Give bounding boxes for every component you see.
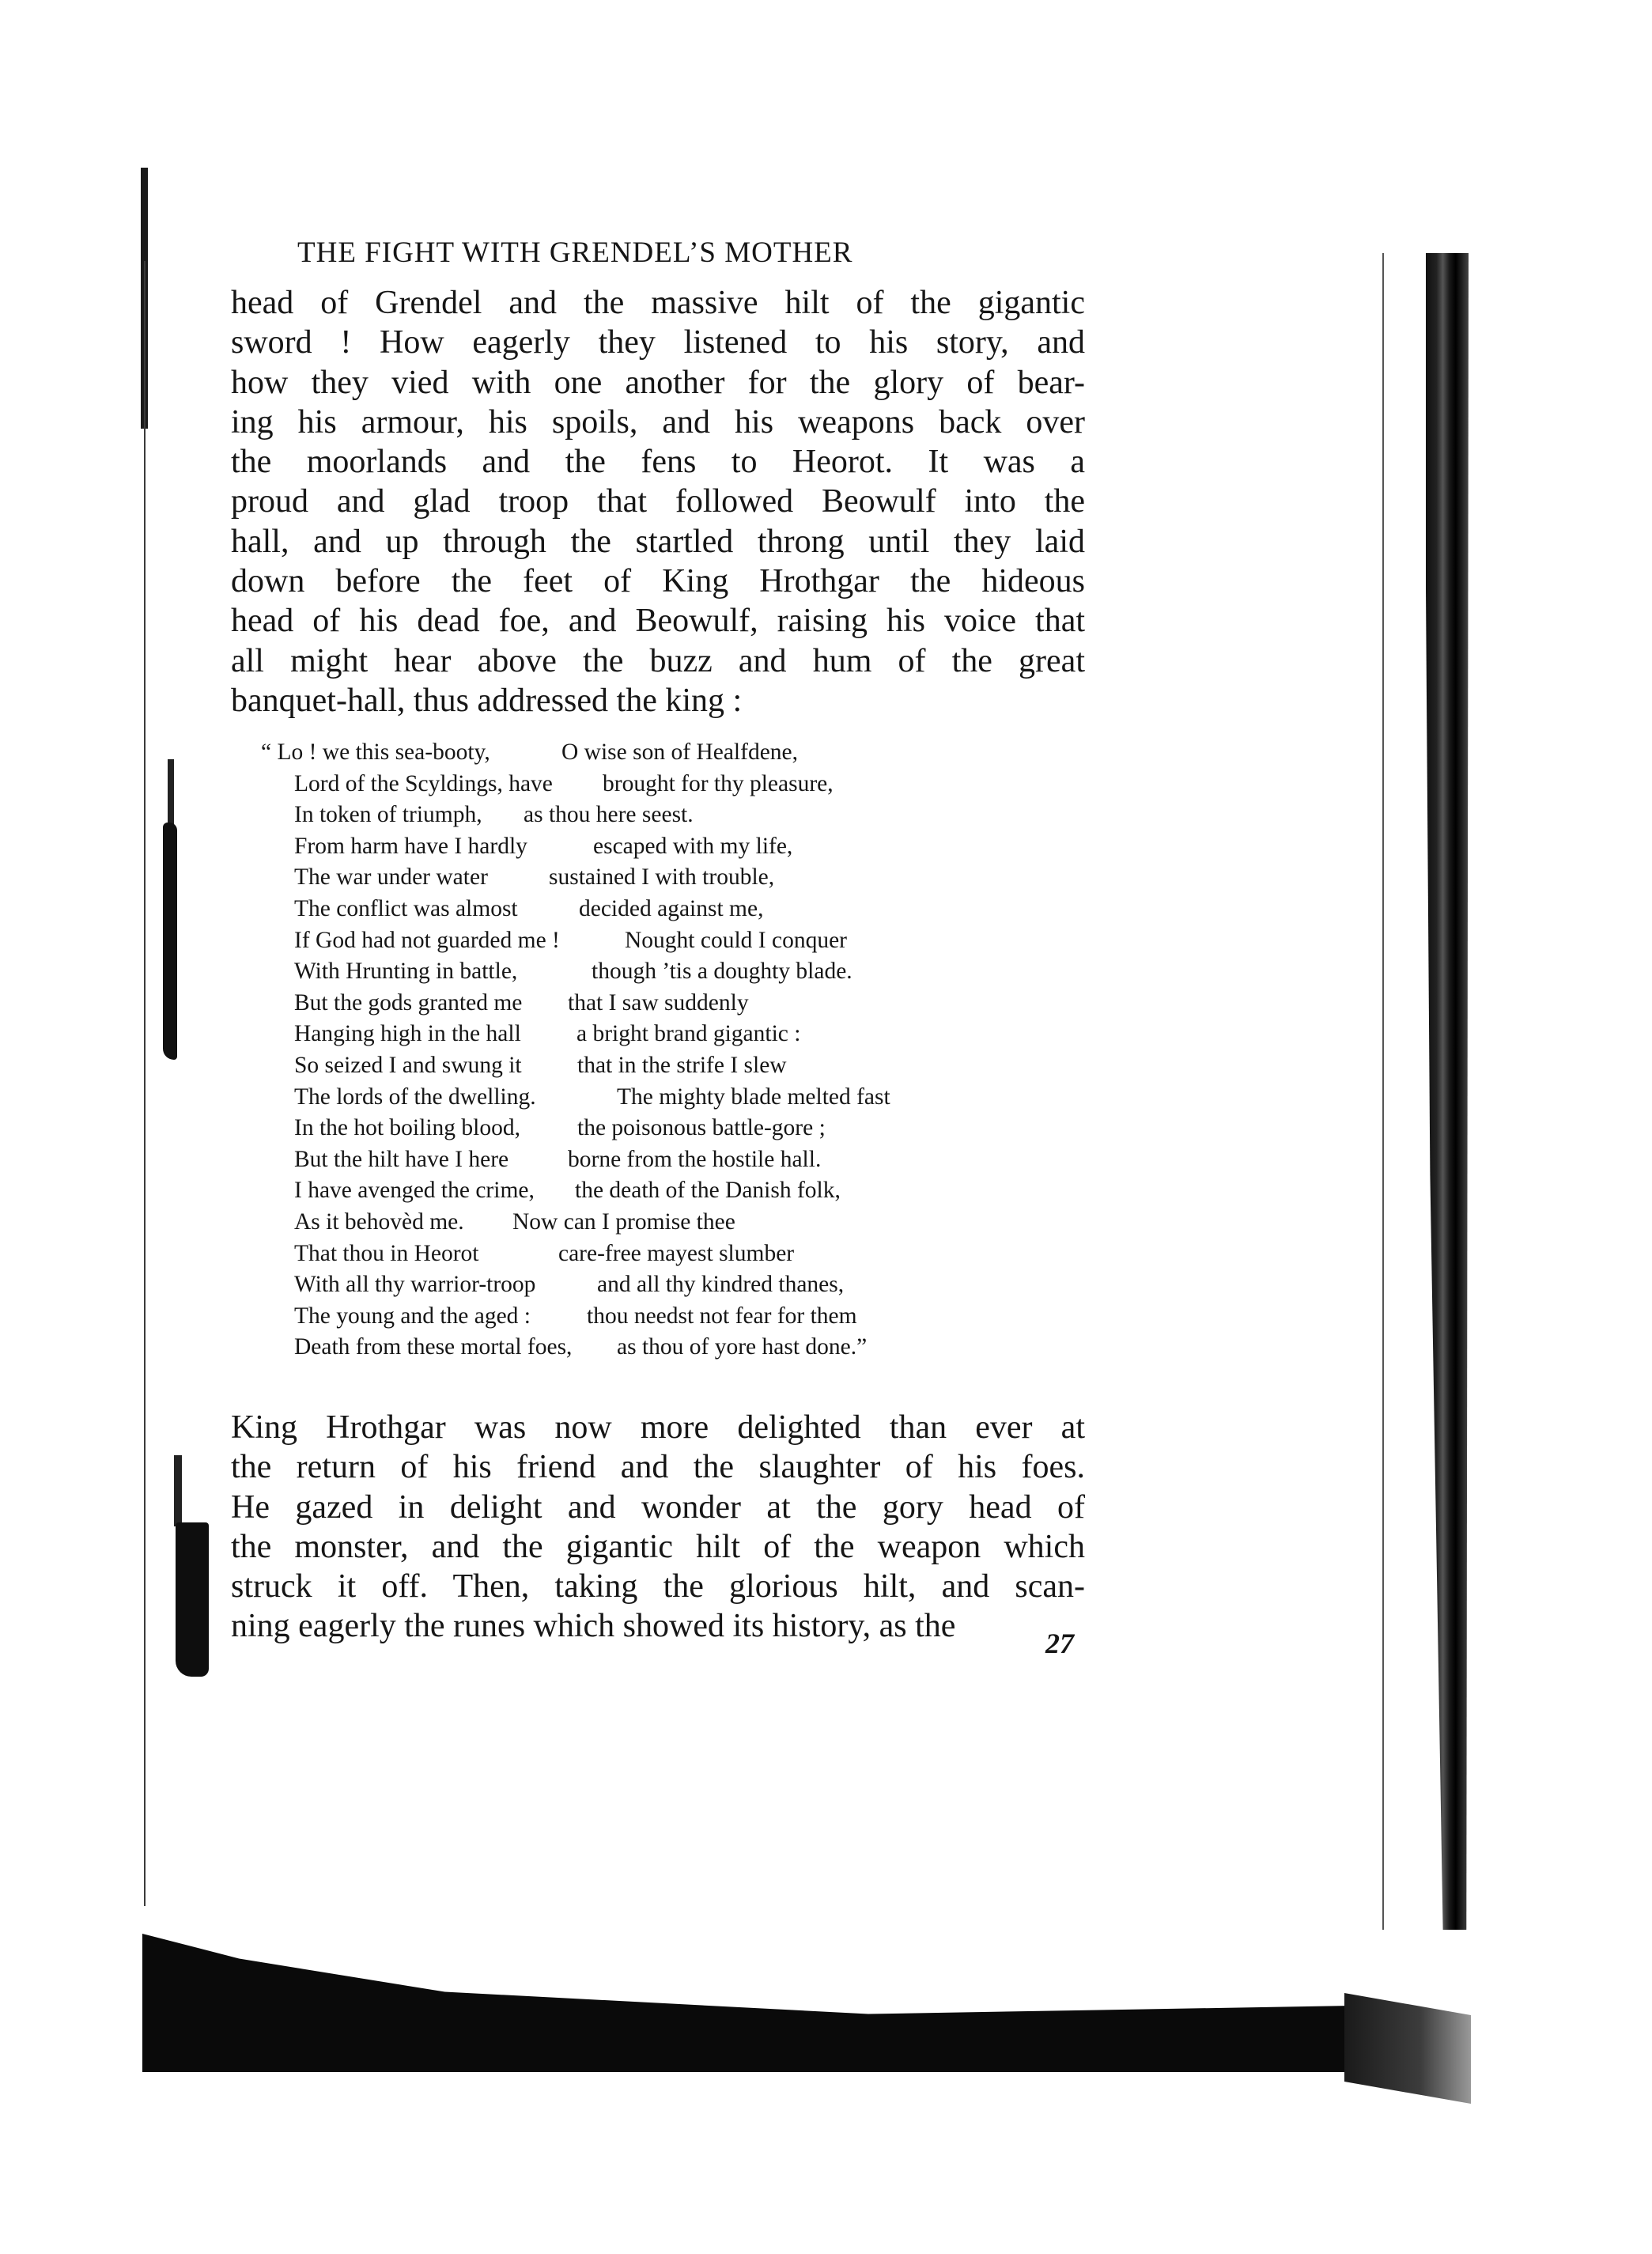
prose-paragraph-before [231, 283, 1085, 720]
verse-first-half: That thou in Heorot [294, 1240, 479, 1266]
verse-second-half: that I saw suddenly [568, 989, 749, 1015]
verse-first-half: With Hrunting in battle, [294, 959, 518, 985]
verse-first-half: “ Lo ! we this sea-booty, [261, 739, 490, 765]
verse-first-half: I have avenged the crime, [294, 1178, 535, 1204]
page-number: 27 [1045, 1628, 1074, 1659]
text-line: ning eagerly the runes which showed its history, as the [231, 1608, 956, 1645]
verse-first-half: The young and the aged : [294, 1303, 531, 1329]
verse-first-half: Death from these mortal foes, [294, 1334, 573, 1360]
text-line: banquet-hall, thus addressed the king : [231, 682, 743, 719]
verse-second-half: brought for thy pleasure, [603, 770, 834, 796]
running-head: THE FIGHT WITH GRENDEL’S MOTHER [297, 236, 853, 269]
verse-second-half: as thou of yore hast done.” [617, 1334, 868, 1360]
verse-second-half: care-free mayest slumber [558, 1240, 795, 1266]
verse-second-half: as thou here seest. [524, 802, 694, 828]
text-line: all might hear above the buzz and hum of the great [231, 642, 1085, 679]
text-line: head of Grendel and the massive hilt of the gigantic [231, 285, 1085, 321]
verse-second-half: Now can I promise thee [512, 1208, 735, 1235]
verse-first-half: With all thy warrior-troop [294, 1272, 536, 1298]
verse-first-half: The conflict was almost [294, 895, 518, 921]
scan-blot [174, 1455, 182, 1526]
verse-first-half: The war under water [294, 864, 488, 891]
verse-second-half: O wise son of Healfdene, [561, 739, 799, 765]
prose-paragraph-after [231, 1408, 1085, 1647]
text-line: proud and glad troop that followed Beowulf into the [231, 483, 1085, 520]
scan-right-rule [1382, 253, 1384, 1930]
text-line: hall, and up through the startled throng until they laid [231, 523, 1085, 560]
text-line: struck it off. Then, taking the glorious hilt, and scan- [231, 1568, 1085, 1605]
scan-right-gutter-shadow [1426, 253, 1469, 1930]
text-line: down before the feet of King Hrothgar the hideous [231, 563, 1085, 600]
verse-second-half: though ’tis a doughty blade. [592, 959, 852, 985]
verse-second-half: decided against me, [579, 895, 764, 921]
verse-first-half: In the hot boiling blood, [294, 1115, 520, 1141]
scan-blot [168, 759, 174, 830]
verse-first-half: So seized I and swung it [294, 1052, 522, 1078]
text-line: He gazed in delight and wonder at the gory head of [231, 1488, 1085, 1526]
verse-first-half: The lords of the dwelling. [294, 1084, 536, 1110]
text-line: how they vied with one another for the glory of bear- [231, 364, 1085, 401]
text-line: King Hrothgar was now more delighted than ever at [231, 1409, 1085, 1446]
text-line: the return of his friend and the slaughter of his foes. [231, 1449, 1085, 1486]
scan-left-rule [144, 261, 146, 1906]
verse-second-half: the poisonous battle-gore ; [577, 1115, 826, 1141]
text-line: the moorlands and the fens to Heorot. It was a [231, 444, 1085, 481]
verse-first-half: In token of triumph, [294, 802, 482, 828]
verse-first-half: As it behovèd me. [294, 1208, 464, 1235]
verse-first-half: From harm have I hardly [294, 833, 527, 859]
verse-second-half: the death of the Danish folk, [575, 1178, 841, 1204]
scan-blot [176, 1522, 209, 1677]
verse-second-half: a bright brand gigantic : [576, 1021, 801, 1047]
text-line: head of his dead foe, and Beowulf, raising his voice that [231, 603, 1085, 640]
scan-bottom-shadow [1344, 1993, 1471, 2104]
verse-first-half: Hanging high in the hall [294, 1021, 521, 1047]
verse-first-half: But the gods granted me [294, 989, 523, 1015]
verse-first-half: But the hilt have I here [294, 1146, 509, 1172]
verse-second-half: sustained I with trouble, [549, 864, 775, 891]
verse-second-half: borne from the hostile hall. [568, 1146, 822, 1172]
verse-second-half: Nought could I conquer [625, 927, 847, 953]
scan-bottom-shadow [142, 1934, 1352, 2072]
text-line: ing his armour, his spoils, and his weapons back over [231, 403, 1085, 441]
scan-blot [163, 823, 177, 1060]
verse-first-half: Lord of the Scyldings, have [294, 770, 553, 796]
verse-second-half: and all thy kindred thanes, [597, 1272, 845, 1298]
verse-first-half: If God had not guarded me ! [294, 927, 560, 953]
text-line: sword ! How eagerly they listened to his story, and [231, 324, 1085, 361]
verse-second-half: that in the strife I slew [577, 1052, 787, 1078]
verse-second-half: escaped with my life, [593, 833, 793, 859]
text-line: the monster, and the gigantic hilt of the weapon which [231, 1528, 1085, 1565]
verse-second-half: The mighty blade melted fast [617, 1084, 890, 1110]
verse-second-half: thou needst not fear for them [587, 1303, 857, 1329]
